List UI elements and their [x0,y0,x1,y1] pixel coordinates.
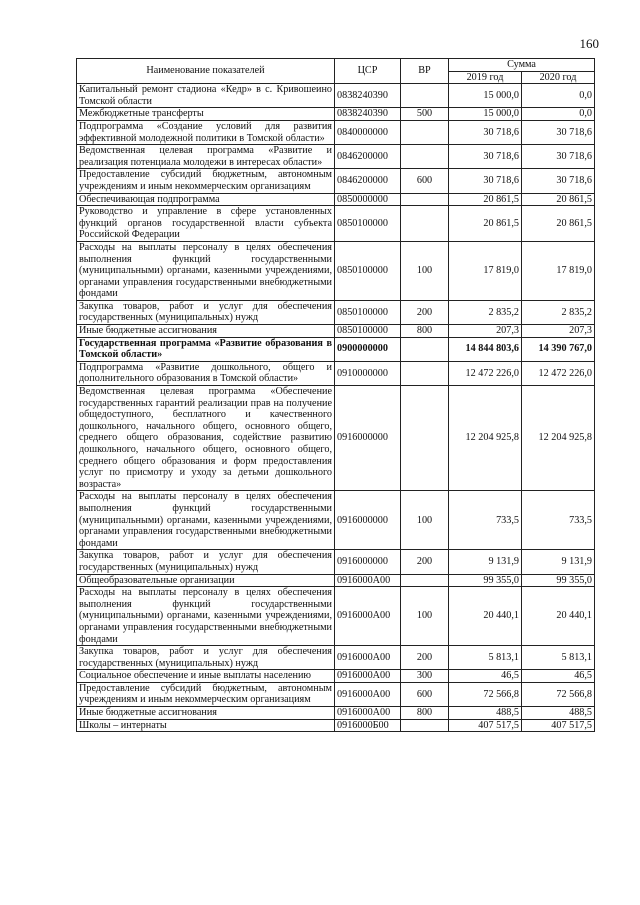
header-csr: ЦСР [335,59,401,84]
row-csr-cell: 0900000000 [335,337,401,361]
row-2019-value-cell: 30 718,6 [449,145,522,169]
row-vr-cell [401,206,449,242]
row-2019-value-cell: 9 131,9 [449,550,522,574]
table-row [77,670,595,683]
table-header [77,59,595,84]
row-2019-value-cell: 2 835,2 [449,300,522,324]
row-csr-cell: 0846200000 [335,169,401,193]
row-2019-value-cell: 14 844 803,6 [449,337,522,361]
table-row [77,206,595,242]
row-name-cell: Руководство и управление в сфере установленных функций органов государственной власти субъекта Российской Федерации [77,206,335,242]
table-row [77,169,595,193]
row-2019-value-cell: 99 355,0 [449,574,522,587]
table-row [77,550,595,574]
row-vr-cell: 100 [401,587,449,646]
row-name-cell: Иные бюджетные ассигнования [77,707,335,720]
row-2020-value-cell: 72 566,8 [522,682,595,706]
row-name-cell: Межбюджетные трансферты [77,108,335,121]
row-csr-cell: 0916000А00 [335,670,401,683]
row-csr-cell: 0850100000 [335,300,401,324]
row-2019-value-cell: 17 819,0 [449,241,522,300]
table-row [77,325,595,338]
row-vr-cell: 100 [401,241,449,300]
row-vr-cell [401,386,449,491]
row-csr-cell: 0850100000 [335,241,401,300]
row-2020-value-cell: 20 861,5 [522,206,595,242]
header-vr: ВР [401,59,449,84]
row-csr-cell: 0850000000 [335,193,401,206]
row-2019-value-cell: 20 861,5 [449,193,522,206]
row-name-cell: Ведомственная целевая программа «Развитие и реализация потенциала молодежи в интересах области» [77,145,335,169]
row-2019-value-cell: 488,5 [449,707,522,720]
table-row [77,707,595,720]
table-row [77,84,595,108]
row-2020-value-cell: 20 861,5 [522,193,595,206]
row-2020-value-cell: 0,0 [522,108,595,121]
row-vr-cell: 800 [401,325,449,338]
table-row [77,646,595,670]
row-name-cell: Расходы на выплаты персоналу в целях обеспечения выполнения функций государственными (муниципальными) органами, казенными учреждениями, органами управления государственными внебюджетными фондами [77,587,335,646]
row-vr-cell [401,120,449,144]
row-name-cell: Закупка товаров, работ и услуг для обеспечения государственных (муниципальных) нужд [77,646,335,670]
row-vr-cell [401,193,449,206]
row-vr-cell: 600 [401,682,449,706]
row-csr-cell: 0916000А00 [335,707,401,720]
table-row [77,361,595,385]
table-row [77,108,595,121]
row-2020-value-cell: 12 472 226,0 [522,361,595,385]
row-csr-cell: 0846200000 [335,145,401,169]
row-2020-value-cell: 20 440,1 [522,587,595,646]
table-row [77,386,595,491]
row-2019-value-cell: 733,5 [449,491,522,550]
row-csr-cell: 0916000А00 [335,574,401,587]
table-row [77,719,595,732]
row-csr-cell: 0916000А00 [335,587,401,646]
row-2020-value-cell: 12 204 925,8 [522,386,595,491]
row-vr-cell [401,361,449,385]
header-name: Наименование показателей [77,59,335,84]
row-vr-cell [401,719,449,732]
row-name-cell: Капитальный ремонт стадиона «Кедр» в с. Кривошеино Томской области [77,84,335,108]
row-name-cell: Ведомственная целевая программа «Обеспечение государственных гарантий реализации прав на получение общедоступного, бесплатного и качественного дошкольного, начального общего, основного общего, среднего общего образования, содействие развитию дошкольного, начального общего, основного общего, среднего общего образования и форм предоставления услуг по присмотру и уходу за детьми дошкольного возраста» [77,386,335,491]
row-csr-cell: 0916000А00 [335,682,401,706]
row-name-cell: Подпрограмма «Развитие дошкольного, общего и дополнительного образования в Томской области» [77,361,335,385]
page-number: 160 [579,36,599,51]
row-name-cell: Расходы на выплаты персоналу в целях обеспечения выполнения функций государственными (муниципальными) органами, казенными учреждениями, органами управления государственными внебюджетными фондами [77,241,335,300]
header-year-2020: 2020 год [522,71,595,84]
row-name-cell: Общеобразовательные организации [77,574,335,587]
row-csr-cell: 0838240390 [335,84,401,108]
row-csr-cell: 0916000000 [335,550,401,574]
row-vr-cell: 100 [401,491,449,550]
row-vr-cell: 200 [401,300,449,324]
row-2019-value-cell: 72 566,8 [449,682,522,706]
row-2019-value-cell: 20 861,5 [449,206,522,242]
row-2020-value-cell: 5 813,1 [522,646,595,670]
row-2020-value-cell: 30 718,6 [522,120,595,144]
row-vr-cell: 200 [401,550,449,574]
row-2019-value-cell: 15 000,0 [449,108,522,121]
row-2020-value-cell: 488,5 [522,707,595,720]
row-name-cell: Иные бюджетные ассигнования [77,325,335,338]
row-2020-value-cell: 99 355,0 [522,574,595,587]
row-csr-cell: 0840000000 [335,120,401,144]
table-row [77,300,595,324]
row-2020-value-cell: 17 819,0 [522,241,595,300]
row-2020-value-cell: 2 835,2 [522,300,595,324]
table-row [77,120,595,144]
row-2020-value-cell: 0,0 [522,84,595,108]
row-name-cell: Расходы на выплаты персоналу в целях обеспечения выполнения функций государственными (муниципальными) органами, казенными учреждениями, органами управления государственными внебюджетными фондами [77,491,335,550]
row-csr-cell: 0916000000 [335,491,401,550]
row-2019-value-cell: 407 517,5 [449,719,522,732]
table-row [77,145,595,169]
header-sum: Сумма [449,59,595,72]
row-csr-cell: 0850100000 [335,325,401,338]
table-row [77,491,595,550]
row-name-cell: Закупка товаров, работ и услуг для обеспечения государственных (муниципальных) нужд [77,300,335,324]
row-vr-cell [401,337,449,361]
row-name-cell: Социальное обеспечение и иные выплаты населению [77,670,335,683]
row-2019-value-cell: 207,3 [449,325,522,338]
row-2019-value-cell: 5 813,1 [449,646,522,670]
row-vr-cell: 300 [401,670,449,683]
row-name-cell: Предоставление субсидий бюджетным, автономным учреждениям и иным некоммерческим организациям [77,169,335,193]
row-2020-value-cell: 207,3 [522,325,595,338]
row-vr-cell: 800 [401,707,449,720]
row-name-cell: Закупка товаров, работ и услуг для обеспечения государственных (муниципальных) нужд [77,550,335,574]
row-2019-value-cell: 46,5 [449,670,522,683]
header-year-2019: 2019 год [449,71,522,84]
table-row [77,682,595,706]
row-vr-cell: 600 [401,169,449,193]
row-2020-value-cell: 46,5 [522,670,595,683]
row-vr-cell [401,574,449,587]
table-body [77,84,595,732]
table-row [77,337,595,361]
row-name-cell: Школы – интернаты [77,719,335,732]
row-vr-cell [401,84,449,108]
row-2019-value-cell: 30 718,6 [449,120,522,144]
row-csr-cell: 0916000А00 [335,646,401,670]
row-2020-value-cell: 30 718,6 [522,169,595,193]
row-2020-value-cell: 9 131,9 [522,550,595,574]
row-name-cell: Подпрограмма «Создание условий для развития эффективной молодежной политики в Томской области» [77,120,335,144]
row-2019-value-cell: 30 718,6 [449,169,522,193]
budget-table [76,58,595,732]
table-row [77,587,595,646]
row-vr-cell: 200 [401,646,449,670]
table-row [77,241,595,300]
row-csr-cell: 0910000000 [335,361,401,385]
row-2020-value-cell: 407 517,5 [522,719,595,732]
row-2019-value-cell: 15 000,0 [449,84,522,108]
row-2019-value-cell: 12 204 925,8 [449,386,522,491]
row-csr-cell: 0838240390 [335,108,401,121]
table-row [77,193,595,206]
row-vr-cell: 500 [401,108,449,121]
row-csr-cell: 0916000Б00 [335,719,401,732]
row-2019-value-cell: 20 440,1 [449,587,522,646]
row-csr-cell: 0850100000 [335,206,401,242]
row-2020-value-cell: 14 390 767,0 [522,337,595,361]
row-2019-value-cell: 12 472 226,0 [449,361,522,385]
table-row [77,574,595,587]
row-2020-value-cell: 30 718,6 [522,145,595,169]
row-name-cell: Обеспечивающая подпрограмма [77,193,335,206]
row-csr-cell: 0916000000 [335,386,401,491]
row-vr-cell [401,145,449,169]
row-name-cell: Предоставление субсидий бюджетным, автономным учреждениям и иным некоммерческим организациям [77,682,335,706]
row-2020-value-cell: 733,5 [522,491,595,550]
row-name-cell: Государственная программа «Развитие образования в Томской области» [77,337,335,361]
